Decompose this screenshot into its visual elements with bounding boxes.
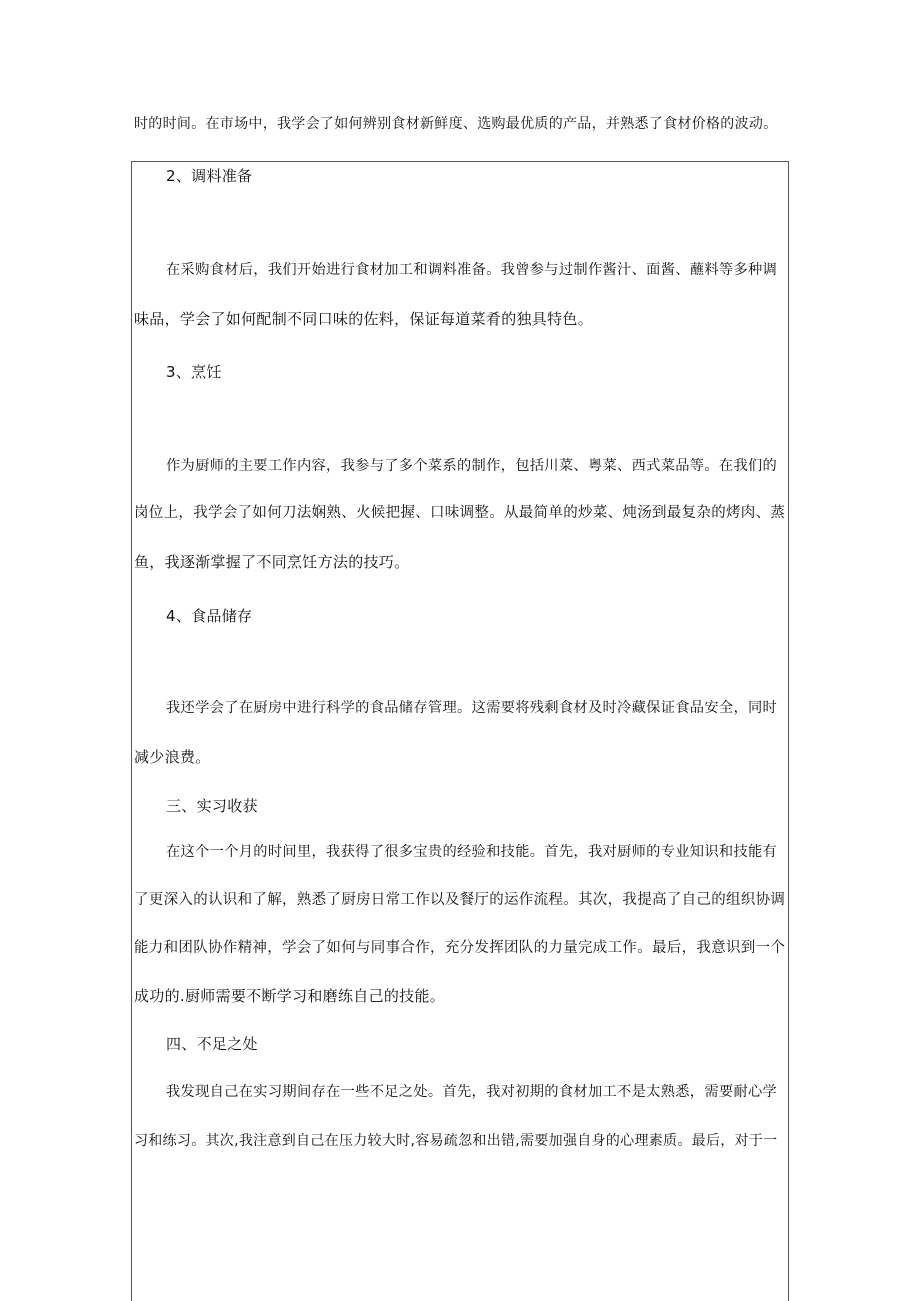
paragraph-line: 我还学会了在厨房中进行科学的食品储存管理。这需要将残剩食材及时冷藏保证食品安全，同时	[166, 700, 778, 716]
section-heading-cooking: 3、烹饪	[166, 363, 222, 381]
paragraph-line: 鱼，我逐渐掌握了不同烹饪方法的技巧。	[134, 553, 410, 571]
paragraph-line: 味品，学会了如何配制不同口味的佐料，保证每道菜肴的独具特色。	[134, 310, 594, 328]
paragraph-line: 了更深入的认识和了解，熟悉了厨房日常工作以及餐厅的运作流程。其次，我提高了自己的组织协调	[134, 892, 786, 908]
content-table-frame	[131, 161, 789, 1301]
section-heading-storage: 4、食品储存	[166, 607, 253, 625]
section-heading-gains: 三、实习收获	[166, 797, 258, 815]
paragraph-line: 减少浪费。	[134, 748, 211, 766]
paragraph-line: 习和练习。其次,我注意到自己在压力较大时,容易疏忽和出错,需要加强自身的心理素质。最后，对于一	[134, 1133, 778, 1149]
section-heading-seasoning: 2、调料准备	[166, 167, 253, 185]
paragraph-line: 成功的.厨师需要不断学习和磨练自己的技能。	[134, 987, 446, 1005]
paragraph-line: 在采购食材后，我们开始进行食材加工和调料准备。我曾参与过制作酱汁、面酱、蘸料等多种调	[166, 262, 778, 278]
paragraph-line: 能力和团队协作精神，学会了如何与同事合作，充分发挥团队的力量完成工作。最后，我意识到一个	[134, 940, 786, 956]
paragraph-line: 作为厨师的主要工作内容，我参与了多个菜系的制作，包括川菜、粤菜、西式菜品等。在我们的	[166, 458, 778, 474]
section-heading-shortcomings: 四、不足之处	[166, 1035, 258, 1053]
paragraph-line: 我发现自己在实习期间存在一些不足之处。首先，我对初期的食材加工不是太熟悉，需要耐心学	[166, 1084, 778, 1100]
intro-line: 时的时间。在市场中，我学会了如何辨别食材新鲜度、选购最优质的产品，并熟悉了食材价格的波动。	[134, 116, 778, 132]
paragraph-line: 在这个一个月的时间里，我获得了很多宝贵的经验和技能。首先，我对厨师的专业知识和技能有	[166, 844, 778, 860]
paragraph-line: 岗位上，我学会了如何刀法娴熟、火候把握、口味调整。从最简单的炒菜、炖汤到最复杂的烤肉、蒸	[134, 505, 786, 521]
